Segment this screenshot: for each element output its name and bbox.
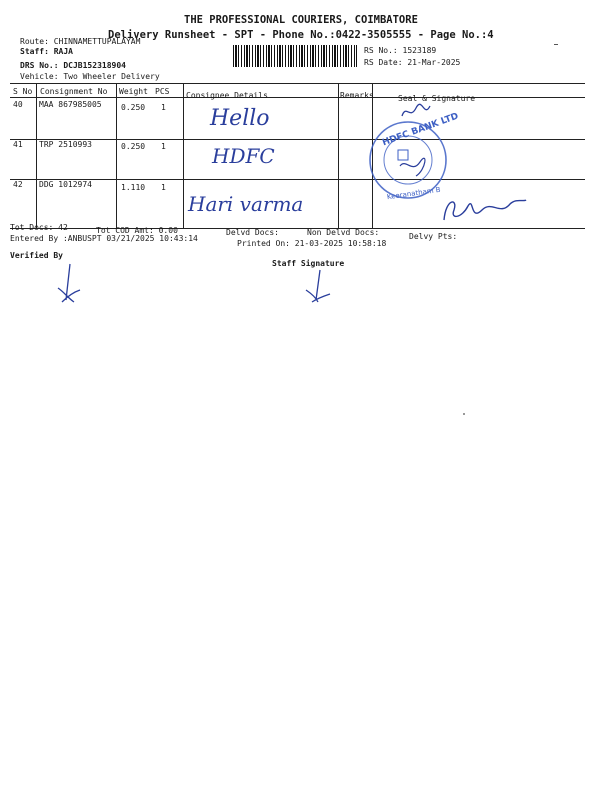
company-title: THE PROFESSIONAL COURIERS, COIMBATORE [184,14,418,26]
table-row-sno: 41 [13,140,23,149]
non-delivered-docs: Non Delvd Docs: [307,228,380,237]
col-header-remarks: Remarks [340,91,374,100]
vehicle-label: Vehicle: Two Wheeler Delivery [20,72,160,81]
delivery-points: Delvy Pts: [409,232,458,241]
table-row-weight: 0.250 [121,103,146,112]
col-header-sno: S No [13,87,33,96]
barcode [233,45,357,67]
col-header-seal: Seal & Signature [398,94,476,103]
handwritten-consignee: Hari varma [188,192,304,216]
table-row-pcs: 1 [161,142,166,151]
table-row-sno: 40 [13,100,23,109]
verified-by-label: Verified By [10,251,63,260]
table-row-consignment: MAA 867985005 [39,100,102,109]
stamp-bank-text: HDFC BANK LTD [381,111,460,149]
col-divider [183,83,184,228]
table-row-consignment: DDG 1012974 [39,180,92,189]
table-row-consignment: TRP 2510993 [39,140,92,149]
verifier-signature [54,262,84,304]
staff-signature-label: Staff Signature [272,259,345,268]
col-header-consignee: Consignee Details [186,91,268,100]
entered-by: Entered By :ANBUSPT 03/21/2025 10:43:14 [10,234,198,243]
printed-on: Printed On: 21-03-2025 10:58:18 [237,239,387,248]
table-row-weight: 0.250 [121,142,146,151]
col-header-pcs: PCS [155,87,170,96]
receiver-signature [398,100,438,124]
col-divider [338,83,339,228]
delivered-docs: Delvd Docs: [226,228,279,237]
table-header-border [10,97,585,98]
handwritten-consignee: Hello [210,106,270,131]
stamp-branch-text: Keeranatham B [386,185,442,202]
stray-mark [554,44,558,45]
table-row-pcs: 1 [161,183,166,192]
rs-number: RS No.: 1523189 [364,46,437,55]
row-divider [10,139,585,140]
table-row-weight: 1.110 [121,183,146,192]
col-header-weight: Weight [119,87,148,96]
col-divider [36,83,37,228]
table-row-pcs: 1 [161,103,166,112]
col-divider [116,83,117,228]
col-header-consignment: Consignment No [40,87,108,96]
staff-signature-mark [302,268,332,304]
handwritten-consignee: HDFC [212,144,275,168]
total-docs: Tot Docs: 42 [10,223,68,232]
receiver-signature [440,192,530,228]
table-top-border [10,83,585,84]
drs-number: DRS No.: DCJB152318904 [20,61,126,70]
total-cod: Tot COD Amt: 0.00 [96,226,178,235]
route-label: Route: CHINNAMETTUPALAYAM [20,37,141,46]
stray-mark [463,413,465,415]
staff-label: Staff: RAJA [20,47,73,56]
table-row-sno: 42 [13,180,23,189]
row-divider [10,179,585,180]
runsheet-subtitle: Delivery Runsheet - SPT - Phone No.:0422-3505555 - Page No.:4 [108,29,494,41]
rs-date: RS Date: 21-Mar-2025 [364,58,461,67]
